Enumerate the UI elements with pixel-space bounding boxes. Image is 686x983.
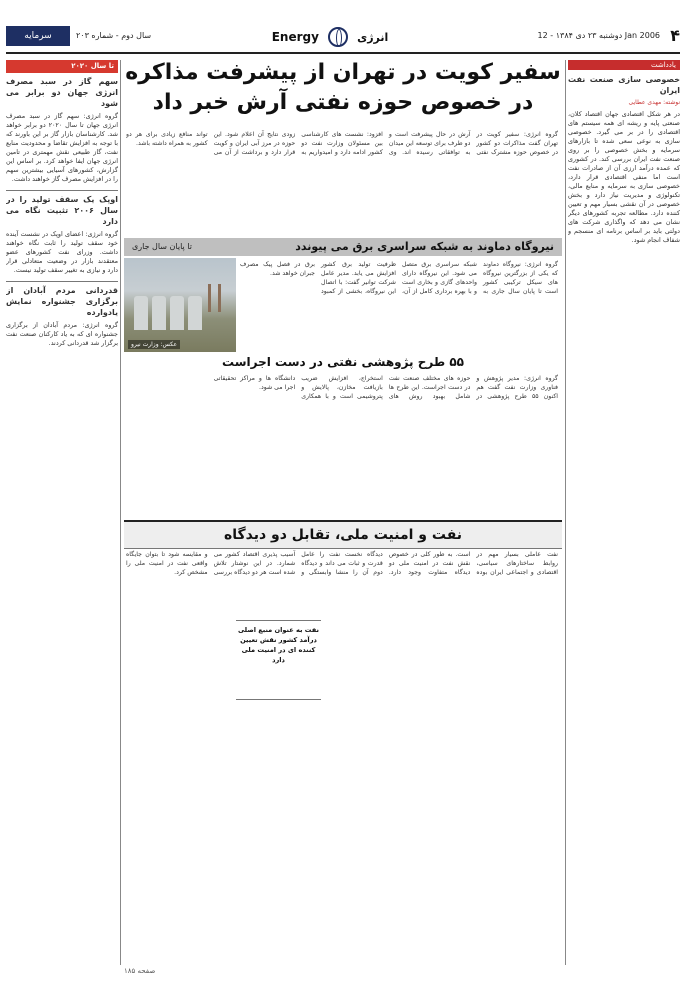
page-footer: صفحه ۱۸۵ bbox=[124, 967, 156, 975]
research-text: گروه انرژی: مدیر پژوهش و فناوری وزارت نفت گفت هم اکنون ۵۵ طرح پژوهشی در حوزه های مختلف صنعت نفت در دست اجراست. این طرح ها شامل بهبود روش های استخراج، افزایش ضریب بازیافت مخازن، پالایش و پتروشیمی است و با همکاری دانشگاه ها و مراکز تحقیقاتی اجرا می شود. bbox=[213, 375, 558, 400]
cooling-tower bbox=[188, 296, 202, 330]
abadan-body: گروه انرژی: مردم آبادان از برگزاری جشنواره ای که به یاد کارکنان صنعت نفت برگزار شد قدردانی کردند. bbox=[6, 321, 118, 347]
cooling-tower bbox=[152, 296, 166, 330]
power-plant-kicker: تا پایان سال جاری bbox=[132, 242, 192, 251]
opec-title: اوپک یک سقف تولید را در سال ۲۰۰۶ تثبیت نگاه می دارد bbox=[6, 190, 118, 227]
cooling-tower bbox=[134, 296, 148, 330]
right-article-title: خصوصی سازی صنعت نفت ایران bbox=[568, 75, 680, 95]
right-box-header bbox=[568, 60, 680, 70]
section-title-en: Energy bbox=[271, 30, 319, 44]
date-line: دوشنبه ۲۳ دی ۱۳۸۴ - 12 Jan 2006 bbox=[537, 31, 660, 40]
power-plant-photo bbox=[124, 258, 236, 352]
left-column-divider bbox=[120, 60, 121, 965]
power-plant-headline: نیروگاه دماوند به شبکه سراسری برق می پیوندد bbox=[295, 240, 554, 253]
issue-info: سال دوم - شماره ۲۰۳ bbox=[76, 31, 152, 40]
chimney-stack bbox=[218, 284, 221, 312]
left-box-header: تا سال ۲۰۲۰ bbox=[6, 60, 118, 73]
opec-body: گروه انرژی: اعضای اوپک در نشست آینده خود سقف تولید را ثابت نگاه خواهند داشت. وزرای نفت کشورهای عضو معتقدند بازار در وضعیت متعادلی قرار دارد و نیازی به تغییر سقف تولید نیست. bbox=[6, 230, 118, 274]
right-article-author: نوشته: مهدی عطایی bbox=[628, 99, 680, 106]
right-box-title: یادداشت bbox=[651, 61, 676, 69]
newspaper-logo: سرمایه bbox=[6, 26, 70, 46]
right-column bbox=[568, 60, 680, 965]
lead-article-text: گروه انرژی: سفیر کویت در تهران گفت مذاکرات دو کشور در خصوص حوزه مشترک نفتی آرش در حال پیشرفت است و دو طرف برای توسعه این میدان به توافقاتی رسیده اند. وی افزود: نشست های کارشناسی بین مسئولان وزارت نفت دو کشور ادامه دارد و امیدواریم به زودی نتایج آن اعلام شود. این حوزه در مرز آبی ایران و کویت قرار دارد و برداشت از آن می تواند منافع زیادی برای هر دو کشور به همراه داشته باشد. bbox=[126, 131, 558, 156]
right-article-body: در هر شکل اقتصادی جهان اقتصاد کلان، صنعتی پایه و ریشه ای همه سیستم های اقتصادی را در بر می گیرد. خصوصی سازی به نوعی سعی شده تا بازارهای سرمایه و بخش خصوصی را بر روی صنعت نفت ایران بررسی کند. در کشوری که عمده درآمد ارزی آن از صادرات نفت است اما منفی اقتصادی قرار دارد، خصوصی سازی به سرمایه و منابع مالی، تکنولوژی و مدیریت نیاز دارد و بخش خصوصی در آن نقشی بسیار مهم و تعیین کننده دارد. مطالعه تجربه کشورهای دیگر نشان می دهد که واگذاری شرکت های دولتی باید بر اساس برنامه ای منسجم و شفاف انجام شود. bbox=[568, 110, 680, 244]
page-number: ۴ bbox=[670, 26, 680, 45]
power-plant-banner bbox=[124, 238, 562, 256]
abadan-title: قدردانی مردم آبادان از برگزاری جشنواره نمایش یادوارده bbox=[6, 281, 118, 318]
globe-icon bbox=[328, 27, 348, 47]
cooling-tower bbox=[170, 296, 184, 330]
left-article-title: سهم گاز در سبد مصرف انرژی جهان دو برابر می شود bbox=[6, 77, 118, 108]
left-article-body: گروه انرژی: سهم گاز در سبد مصرف انرژی جهان تا سال ۲۰۲۰ دو برابر خواهد شد. کارشناسان بازار گاز بر این باورند که با توجه به افزایش تقاضا و محدودیت منابع نفت، گاز طبیعی نقش مهمتری در تامین انرژی جهان ایفا خواهد کرد. بر اساس این گزارش، کشورهای آسیایی بیشترین سهم را در افزایش مصرف گاز خواهند داشت. bbox=[6, 112, 118, 183]
section-title-fa: انرژی bbox=[357, 31, 389, 44]
security-text: نفت عاملی بسیار مهم در روابط ساختارهای سیاسی، اقتصادی و اجتماعی ایران بوده است. به طور کلی در خصوص نقش نفت در امنیت ملی دو دیدگاه متفاوت وجود دارد. دیدگاه نخست نفت را عامل قدرت و ثبات می داند و دیدگاه دوم آن را منشا وابستگی و آسیب پذیری اقتصاد کشور می شمارد. در این نوشتار تلاش شده است هر دو دیدگاه بررسی و مقایسه شود تا بتوان جایگاه واقعی نفت در امنیت ملی را مشخص کرد. bbox=[126, 551, 558, 576]
research-headline: ۵۵ طرح پژوهشی نفتی در دست اجراست bbox=[222, 355, 464, 369]
pull-quote: نفت به عنوان منبع اصلی درآمد کشور نقش تعیین کننده ای در امنیت ملی دارد bbox=[236, 620, 321, 700]
security-headline: نفت و امنیت ملی، تقابل دو دیدگاه bbox=[124, 520, 562, 549]
section-title bbox=[270, 24, 390, 50]
page-header bbox=[6, 22, 680, 54]
main-headline: سفیر کویت در تهران از پیشرفت مذاکره در خصوص حوزه نفتی آرش خبر داد bbox=[125, 60, 561, 115]
photo-caption: عکس: وزارت نیرو bbox=[128, 340, 180, 349]
power-plant-text: گروه انرژی: نیروگاه دماوند که یکی از بزرگترین نیروگاه های سیکل ترکیبی کشور است تا پایان سال جاری به شبکه سراسری برق متصل می شود. این نیروگاه دارای واحدهای گازی و بخاری است و با بهره برداری کامل از آن، ظرفیت تولید برق کشور افزایش می یابد. مدیر عامل شرکت توانیر گفت: با اتصال این نیروگاه، بخشی از کمبود برق در فصل پیک مصرف جبران خواهد شد. bbox=[240, 261, 558, 295]
chimney-stack bbox=[208, 284, 211, 312]
left-column bbox=[6, 60, 118, 965]
right-column-divider bbox=[565, 60, 566, 965]
